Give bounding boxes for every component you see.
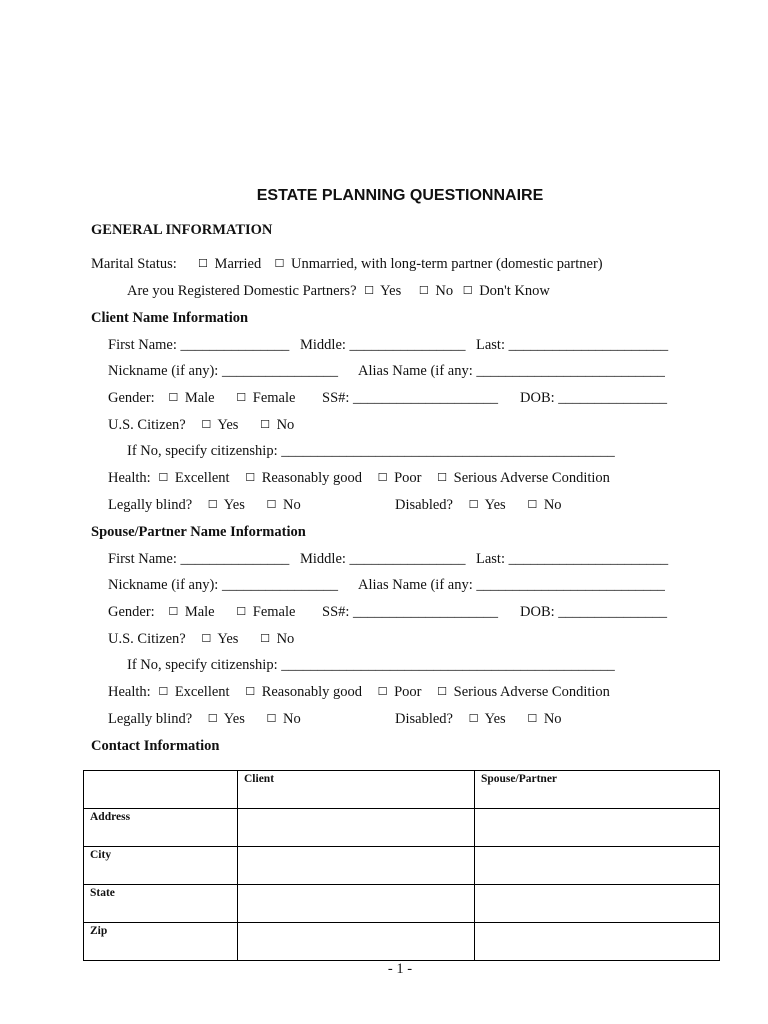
spouse-blind-yes-label: Yes xyxy=(223,711,245,727)
unmarried-checkbox[interactable]: ☐ xyxy=(274,257,285,270)
client-excellent-checkbox[interactable]: ☐ xyxy=(158,471,169,484)
spouse-excellent-label: Excellent xyxy=(174,684,230,700)
spouse-citizen-no-checkbox[interactable]: ☐ xyxy=(260,632,270,645)
client-citizen-yes-label: Yes xyxy=(217,417,239,433)
domestic-no-label: No xyxy=(435,283,454,299)
table-header-spouse: Spouse/Partner xyxy=(475,771,720,809)
client-citizen-yes-checkbox[interactable]: ☐ xyxy=(201,418,212,431)
table-row xyxy=(84,809,720,847)
client-blind-yes-checkbox[interactable]: ☐ xyxy=(207,498,218,511)
client-disabled-yes-checkbox[interactable]: ☐ xyxy=(468,498,479,511)
client-alias-field[interactable]: Alias Name (if any: __________________________ xyxy=(358,363,665,379)
client-poor-label: Poor xyxy=(394,470,422,486)
spouse-citizen-yes-checkbox[interactable]: ☐ xyxy=(201,632,212,645)
client-male-checkbox[interactable]: ☐ xyxy=(168,391,179,404)
spouse-city-cell[interactable] xyxy=(475,847,720,885)
domestic-no-checkbox[interactable]: ☐ xyxy=(418,284,429,297)
document-title: ESTATE PLANNING QUESTIONNAIRE xyxy=(256,187,544,204)
client-citizen-no-checkbox[interactable]: ☐ xyxy=(260,418,270,431)
contact-info-heading: Contact Information xyxy=(91,738,220,754)
client-disabled-row xyxy=(395,497,562,514)
spouse-alias-field[interactable]: Alias Name (if any: __________________________ xyxy=(358,577,665,593)
client-disabled-label: Disabled? xyxy=(395,497,453,513)
client-citizen-row xyxy=(108,417,294,434)
client-middle-name-field[interactable]: Middle: ________________ xyxy=(300,337,466,353)
table-header-client: Client xyxy=(238,771,475,809)
client-disabled-yes-label: Yes xyxy=(484,497,506,513)
spouse-disabled-label: Disabled? xyxy=(395,711,453,727)
client-reasonably-checkbox[interactable]: ☐ xyxy=(245,471,256,484)
spouse-health-row xyxy=(108,684,610,701)
spouse-last-name-field[interactable]: Last: ______________________ xyxy=(476,551,669,567)
table-header-blank xyxy=(84,771,238,809)
spouse-middle-name-field[interactable]: Middle: ________________ xyxy=(300,551,466,567)
domestic-dontknow-checkbox[interactable]: ☐ xyxy=(462,284,473,297)
domestic-yes-checkbox[interactable]: ☐ xyxy=(364,284,375,297)
table-row xyxy=(84,885,720,923)
domestic-yes-label: Yes xyxy=(380,283,402,299)
client-blind-no-label: No xyxy=(282,497,301,513)
spouse-female-checkbox[interactable]: ☐ xyxy=(236,605,247,618)
spouse-reasonably-checkbox[interactable]: ☐ xyxy=(245,685,256,698)
client-nickname-field[interactable]: Nickname (if any): ________________ xyxy=(108,363,338,379)
client-male-label: Male xyxy=(184,390,215,406)
table-header-row xyxy=(84,771,720,809)
row-label-state: State xyxy=(84,885,238,923)
spouse-citizen-label: U.S. Citizen? xyxy=(108,631,186,647)
domestic-partner-label: Are you Registered Domestic Partners? xyxy=(127,283,357,299)
client-first-name-field[interactable]: First Name: _______________ xyxy=(108,337,290,353)
client-blind-row xyxy=(108,497,301,514)
spouse-blind-no-checkbox[interactable]: ☐ xyxy=(266,712,277,725)
client-citizen-label: U.S. Citizen? xyxy=(108,417,186,433)
client-address-cell[interactable] xyxy=(238,809,475,847)
client-blind-label: Legally blind? xyxy=(108,497,193,513)
client-name-heading: Client Name Information xyxy=(91,310,249,326)
spouse-blind-label: Legally blind? xyxy=(108,711,193,727)
client-state-cell[interactable] xyxy=(238,885,475,923)
spouse-blind-no-label: No xyxy=(282,711,301,727)
client-last-name-field[interactable]: Last: ______________________ xyxy=(476,337,669,353)
spouse-state-cell[interactable] xyxy=(475,885,720,923)
client-dob-field[interactable]: DOB: _______________ xyxy=(520,390,668,406)
spouse-male-checkbox[interactable]: ☐ xyxy=(168,605,179,618)
client-disabled-no-checkbox[interactable]: ☐ xyxy=(527,498,538,511)
client-blind-yes-label: Yes xyxy=(223,497,245,513)
client-health-label: Health: xyxy=(108,470,151,486)
spouse-blind-yes-checkbox[interactable]: ☐ xyxy=(207,712,218,725)
spouse-address-cell[interactable] xyxy=(475,809,720,847)
client-excellent-label: Excellent xyxy=(174,470,230,486)
spouse-citizen-row xyxy=(108,631,294,648)
spouse-excellent-checkbox[interactable]: ☐ xyxy=(158,685,169,698)
spouse-disabled-yes-label: Yes xyxy=(484,711,506,727)
client-disabled-no-label: No xyxy=(543,497,562,513)
spouse-citizen-yes-label: Yes xyxy=(217,631,239,647)
married-label: Married xyxy=(214,256,262,272)
row-label-zip: Zip xyxy=(84,923,238,961)
spouse-disabled-no-label: No xyxy=(543,711,562,727)
spouse-disabled-row xyxy=(395,711,562,728)
client-female-label: Female xyxy=(252,390,296,406)
spouse-citizenship-field[interactable]: If No, specify citizenship: ______________________________________________ xyxy=(127,657,615,673)
spouse-gender-label: Gender: xyxy=(108,604,155,620)
spouse-serious-checkbox[interactable]: ☐ xyxy=(437,685,448,698)
client-blind-no-checkbox[interactable]: ☐ xyxy=(266,498,277,511)
spouse-gender-row xyxy=(108,604,295,621)
row-label-address: Address xyxy=(84,809,238,847)
unmarried-label: Unmarried, with long-term partner (domestic partner) xyxy=(291,256,603,272)
spouse-blind-row xyxy=(108,711,301,728)
spouse-disabled-yes-checkbox[interactable]: ☐ xyxy=(468,712,479,725)
client-serious-checkbox[interactable]: ☐ xyxy=(437,471,448,484)
client-serious-label: Serious Adverse Condition xyxy=(453,470,610,486)
spouse-female-label: Female xyxy=(252,604,296,620)
row-label-city: City xyxy=(84,847,238,885)
client-ss-field[interactable]: SS#: ____________________ xyxy=(322,390,499,406)
spouse-dob-field[interactable]: DOB: _______________ xyxy=(520,604,668,620)
contact-table xyxy=(83,770,720,961)
spouse-zip-cell[interactable] xyxy=(475,923,720,961)
spouse-health-label: Health: xyxy=(108,684,151,700)
client-gender-label: Gender: xyxy=(108,390,155,406)
client-zip-cell[interactable] xyxy=(238,923,475,961)
spouse-name-heading: Spouse/Partner Name Information xyxy=(91,524,306,540)
client-health-row xyxy=(108,470,610,487)
spouse-poor-label: Poor xyxy=(394,684,422,700)
domestic-dontknow-label: Don't Know xyxy=(479,283,550,299)
table-row xyxy=(84,923,720,961)
spouse-disabled-no-checkbox[interactable]: ☐ xyxy=(527,712,538,725)
client-female-checkbox[interactable]: ☐ xyxy=(236,391,247,404)
client-citizenship-field[interactable]: If No, specify citizenship: ______________________________________________ xyxy=(127,443,615,459)
marital-status-row xyxy=(91,256,603,273)
section-general-heading: GENERAL INFORMATION xyxy=(91,222,273,238)
table-row xyxy=(84,847,720,885)
marital-status-label: Marital Status: xyxy=(91,256,177,272)
spouse-male-label: Male xyxy=(184,604,215,620)
spouse-serious-label: Serious Adverse Condition xyxy=(453,684,610,700)
spouse-nickname-field[interactable]: Nickname (if any): ________________ xyxy=(108,577,338,593)
spouse-first-name-field[interactable]: First Name: _______________ xyxy=(108,551,290,567)
page-number: - 1 - xyxy=(387,961,413,977)
spouse-ss-field[interactable]: SS#: ____________________ xyxy=(322,604,499,620)
spouse-reasonably-label: Reasonably good xyxy=(261,684,362,700)
client-city-cell[interactable] xyxy=(238,847,475,885)
spouse-citizen-no-label: No xyxy=(276,631,295,647)
client-reasonably-label: Reasonably good xyxy=(261,470,362,486)
client-gender-row xyxy=(108,390,295,407)
client-citizen-no-label: No xyxy=(276,417,295,433)
client-poor-checkbox[interactable]: ☐ xyxy=(377,471,388,484)
married-checkbox[interactable]: ☐ xyxy=(198,257,208,270)
spouse-poor-checkbox[interactable]: ☐ xyxy=(377,685,388,698)
domestic-partner-row xyxy=(127,283,550,300)
